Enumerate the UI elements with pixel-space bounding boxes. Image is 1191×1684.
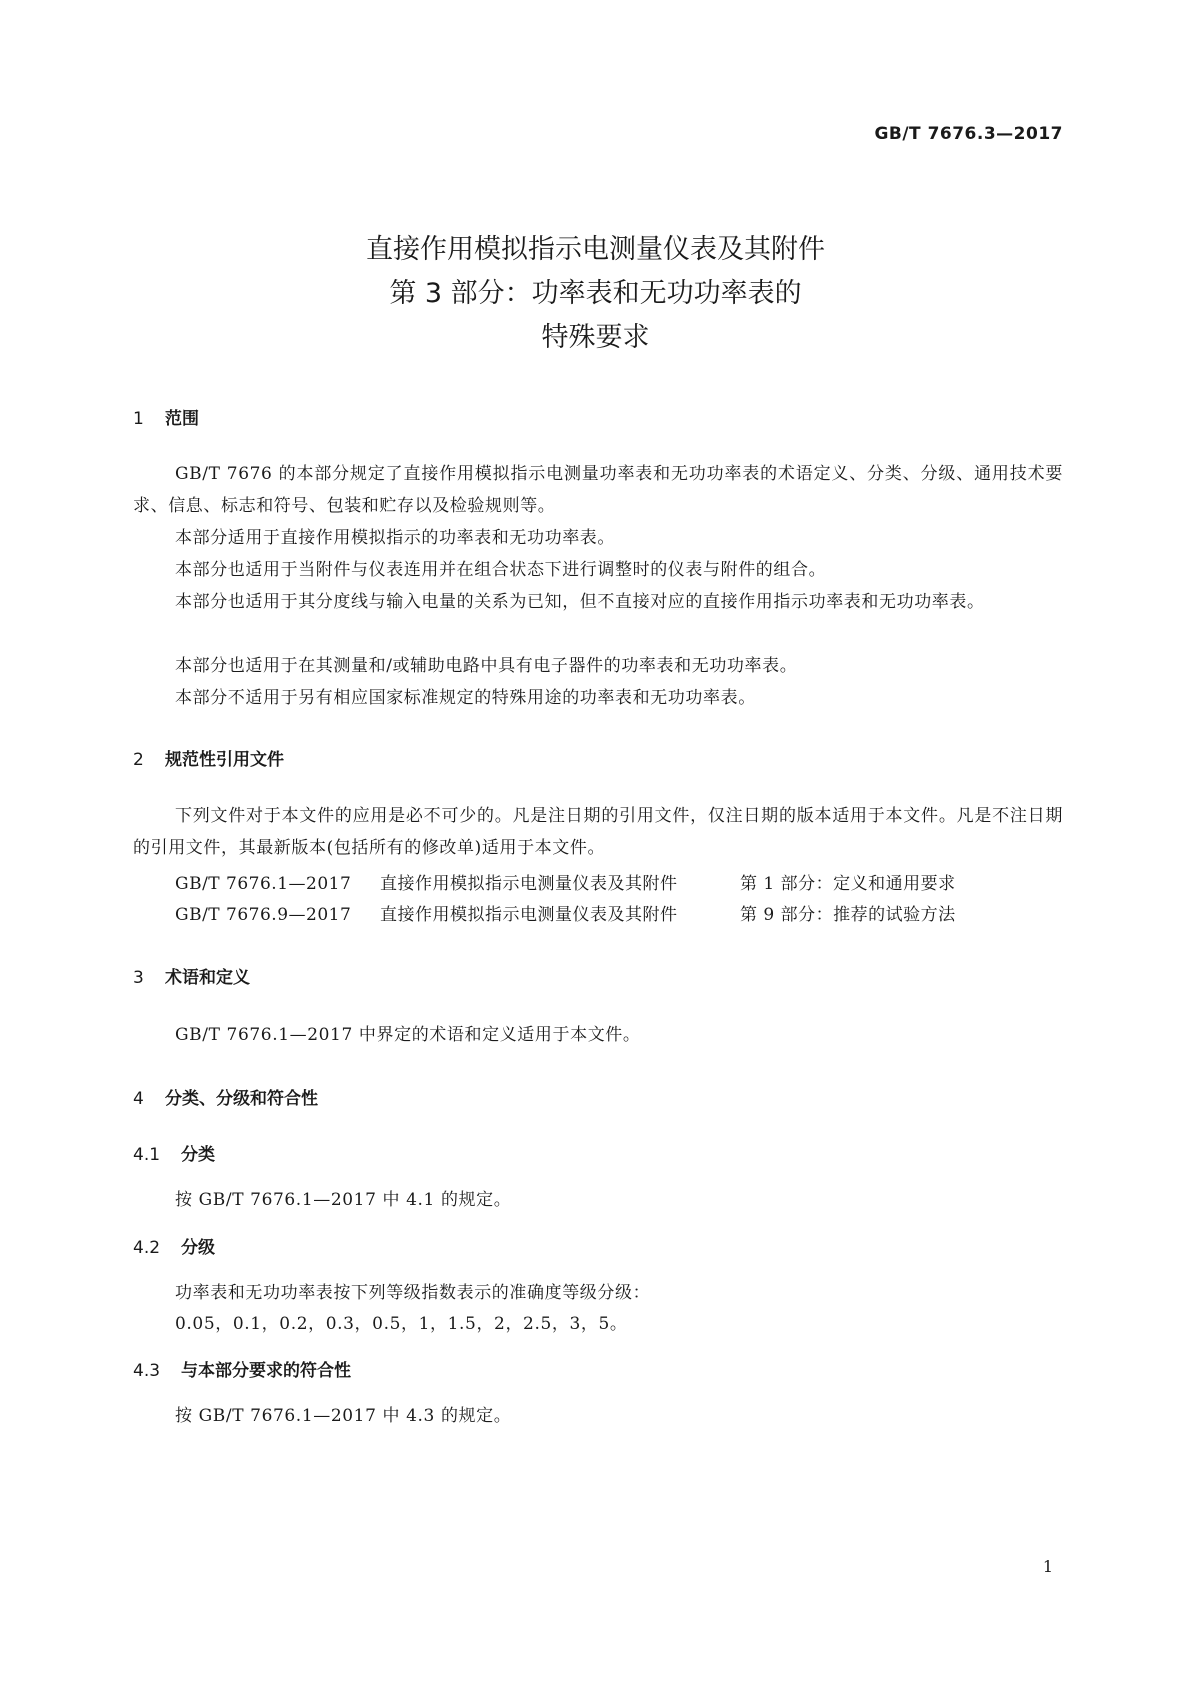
title-line-2: 第 3 部分：功率表和无功功率表的 (389, 278, 802, 309)
reference-code: GB/T 7676.1—2017 (175, 874, 352, 894)
subsection-number: 4.1 (133, 1145, 161, 1165)
section-heading-4 (133, 1084, 318, 1109)
subsection-heading-4-1 (133, 1140, 215, 1165)
document-title (0, 228, 1191, 360)
reference-title: 直接作用模拟指示电测量仪表及其附件 (380, 874, 678, 894)
subsection-number: 4.2 (133, 1238, 161, 1258)
section-title: 范围 (165, 409, 199, 429)
paragraph: GB/T 7676 的本部分规定了直接作用模拟指示电测量功率表和无功功率表的术语定义、分类、分级、通用技术要求、信息、标志和符号、包装和贮存以及检验规则等。 (133, 464, 1063, 516)
paragraph: 本部分适用于直接作用模拟指示的功率表和无功功率表。 (175, 528, 615, 548)
subsection-title: 与本部分要求的符合性 (181, 1361, 351, 1381)
paragraph: 功率表和无功功率表按下列等级指数表示的准确度等级分级： (175, 1283, 651, 1303)
reference-part: 第 1 部分：定义和通用要求 (740, 874, 956, 894)
reference-item (175, 869, 956, 894)
paragraph: 按 GB/T 7676.1—2017 中 4.3 的规定。 (175, 1406, 512, 1426)
subsection-title: 分类 (181, 1145, 215, 1165)
section-title: 分类、分级和符合性 (165, 1089, 318, 1109)
reference-title: 直接作用模拟指示电测量仪表及其附件 (380, 905, 678, 925)
subsection-heading-4-3 (133, 1356, 351, 1381)
page-number: 1 (1042, 1557, 1053, 1576)
accuracy-classes: 0.05，0.1，0.2，0.3，0.5，1，1.5，2，2.5，3，5。 (175, 1314, 628, 1334)
section-number: 2 (133, 750, 144, 770)
subsection-heading-4-2 (133, 1233, 215, 1258)
paragraph: 下列文件对于本文件的应用是必不可少的。凡是注日期的引用文件，仅注日期的版本适用于本文件。凡是不注日期的引用文件，其最新版本(包括所有的修改单)适用于本文件。 (133, 806, 1063, 858)
subsection-number: 4.3 (133, 1361, 161, 1381)
section-heading-3 (133, 963, 250, 988)
title-line-1: 直接作用模拟指示电测量仪表及其附件 (366, 234, 825, 265)
section-title: 术语和定义 (165, 968, 250, 988)
paragraph: 本部分也适用于当附件与仪表连用并在组合状态下进行调整时的仪表与附件的组合。 (175, 560, 827, 580)
paragraph: GB/T 7676.1—2017 中界定的术语和定义适用于本文件。 (175, 1025, 641, 1045)
reference-item (175, 900, 956, 925)
section-number: 4 (133, 1089, 144, 1109)
section-title: 规范性引用文件 (165, 750, 284, 770)
reference-code: GB/T 7676.9—2017 (175, 905, 352, 925)
section-number: 1 (133, 409, 144, 429)
standard-code: GB/T 7676.3—2017 (874, 124, 1063, 144)
section-number: 3 (133, 968, 144, 988)
subsection-title: 分级 (181, 1238, 215, 1258)
paragraph: 本部分不适用于另有相应国家标准规定的特殊用途的功率表和无功功率表。 (175, 688, 756, 708)
section-heading-2 (133, 745, 284, 770)
paragraph: 本部分也适用于其分度线与输入电量的关系为已知，但不直接对应的直接作用指示功率表和无功功率表。 (175, 592, 985, 612)
title-line-3: 特殊要求 (541, 322, 650, 353)
reference-part: 第 9 部分：推荐的试验方法 (740, 905, 956, 925)
paragraph: 按 GB/T 7676.1—2017 中 4.1 的规定。 (175, 1190, 512, 1210)
paragraph: 本部分也适用于在其测量和/或辅助电路中具有电子器件的功率表和无功功率表。 (175, 656, 798, 676)
section-heading-1 (133, 404, 199, 429)
